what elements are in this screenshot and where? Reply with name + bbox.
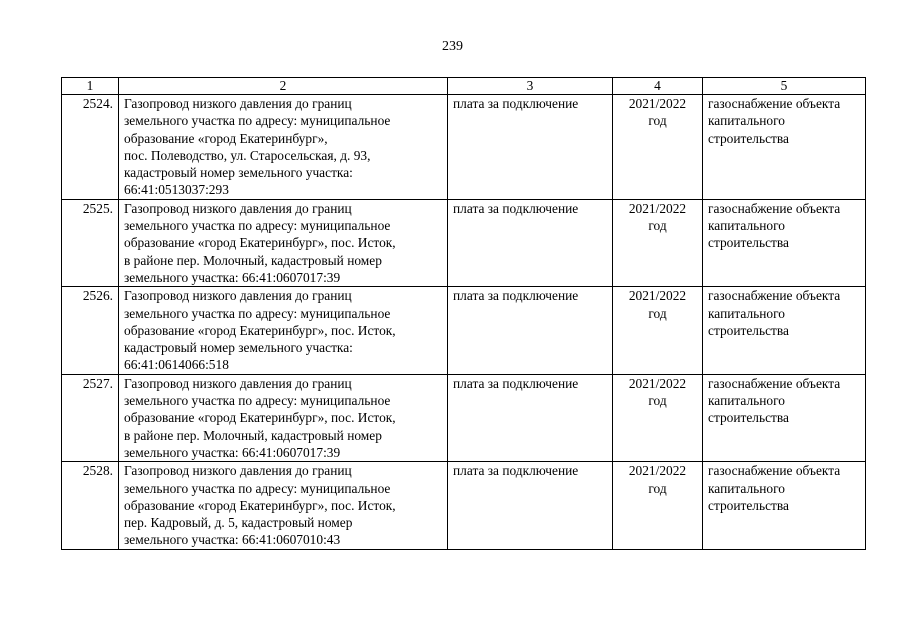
column-header-5: 5 bbox=[703, 78, 866, 95]
fee-type: плата за подключение bbox=[448, 287, 613, 374]
object-description: Газопровод низкого давления до границ земельного участка по адресу: муниципальное образование «город Екатеринбург», пос. Полеводство, ул. Старосельская, д. 93, кадастровый номер земельного участка: 66:41:0513037:293 bbox=[119, 95, 448, 200]
period: 2021/2022 год bbox=[613, 287, 703, 374]
period: 2021/2022 год bbox=[613, 95, 703, 200]
purpose: газоснабжение объекта капитального строительства bbox=[703, 95, 866, 200]
period: 2021/2022 год bbox=[613, 374, 703, 461]
period: 2021/2022 год bbox=[613, 462, 703, 549]
column-header-2: 2 bbox=[119, 78, 448, 95]
table-row bbox=[62, 287, 866, 374]
row-number: 2528. bbox=[62, 462, 119, 549]
fee-type: плата за подключение bbox=[448, 462, 613, 549]
table-row bbox=[62, 199, 866, 286]
page-number: 239 bbox=[442, 39, 463, 54]
row-number: 2525. bbox=[62, 199, 119, 286]
purpose: газоснабжение объекта капитального строительства bbox=[703, 374, 866, 461]
object-description: Газопровод низкого давления до границ земельного участка по адресу: муниципальное образование «город Екатеринбург», пос. Исток, в районе пер. Молочный, кадастровый номер земельного участка: 66:41:0607017:39 bbox=[119, 199, 448, 286]
table-row bbox=[62, 95, 866, 200]
table-row bbox=[62, 374, 866, 461]
registry-table bbox=[61, 77, 866, 550]
object-description: Газопровод низкого давления до границ земельного участка по адресу: муниципальное образование «город Екатеринбург», пос. Исток, пер. Кадровый, д. 5, кадастровый номер земельного участка: 66:41:0607010:43 bbox=[119, 462, 448, 549]
purpose: газоснабжение объекта капитального строительства bbox=[703, 287, 866, 374]
column-header-3: 3 bbox=[448, 78, 613, 95]
fee-type: плата за подключение bbox=[448, 199, 613, 286]
row-number: 2526. bbox=[62, 287, 119, 374]
purpose: газоснабжение объекта капитального строительства bbox=[703, 199, 866, 286]
period: 2021/2022 год bbox=[613, 199, 703, 286]
fee-type: плата за подключение bbox=[448, 374, 613, 461]
column-header-1: 1 bbox=[62, 78, 119, 95]
table-header-row bbox=[62, 78, 866, 95]
column-header-4: 4 bbox=[613, 78, 703, 95]
fee-type: плата за подключение bbox=[448, 95, 613, 200]
table-row bbox=[62, 462, 866, 549]
purpose: газоснабжение объекта капитального строительства bbox=[703, 462, 866, 549]
object-description: Газопровод низкого давления до границ земельного участка по адресу: муниципальное образование «город Екатеринбург», пос. Исток, в районе пер. Молочный, кадастровый номер земельного участка: 66:41:0607017:39 bbox=[119, 374, 448, 461]
row-number: 2524. bbox=[62, 95, 119, 200]
row-number: 2527. bbox=[62, 374, 119, 461]
object-description: Газопровод низкого давления до границ земельного участка по адресу: муниципальное образование «город Екатеринбург», пос. Исток, кадастровый номер земельного участка: 66:41:0614066:518 bbox=[119, 287, 448, 374]
